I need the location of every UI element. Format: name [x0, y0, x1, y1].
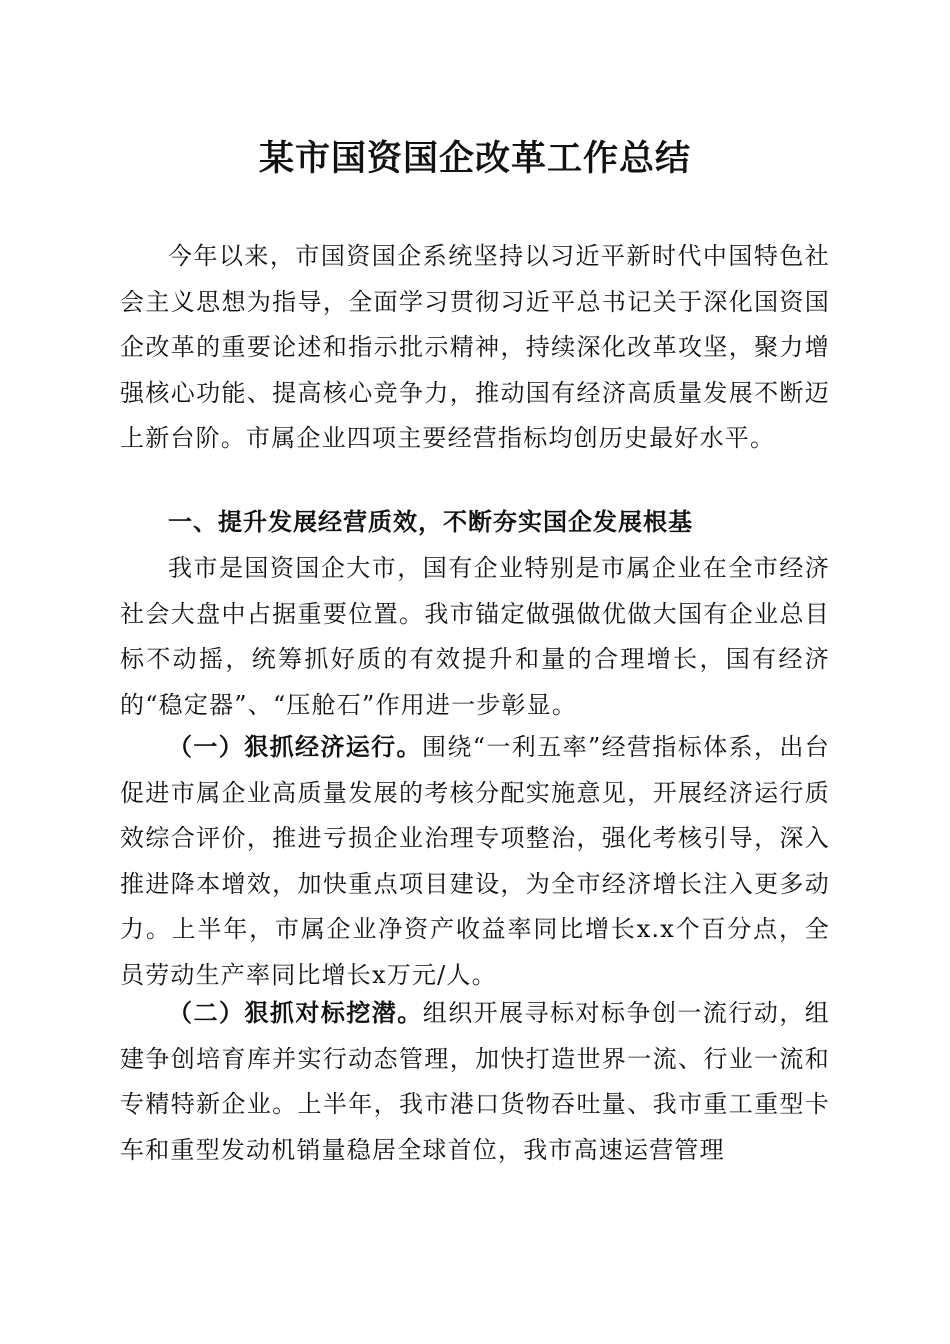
item-text-1: 围绕“一利五率”经营指标体系，出台促进市属企业高质量发展的考核分配实施意见，开展经济运行质效综合评价，推进亏损企业治理专项整治，强化考核引导，深入推进降本增效，加快重点项目建设，为全市经济增长注入更多动力。上半年，市属企业净资产收益率同比增长x.x个百分点，全员劳动生产率同比增长x万元/人。 [120, 733, 830, 989]
item-label-1: （一）狠抓经济运行。 [168, 732, 422, 761]
item-paragraph-1 [120, 724, 830, 998]
intro-paragraph: 今年以来，市国资国企系统坚持以习近平新时代中国特色社会主义思想为指导，全面学习贯彻习近平总书记关于深化国资国企改革的重要论述和指示批示精神，持续深化改革攻坚，聚力增强核心功能、提高核心竞争力，推动国有经济高质量发展不断迈上新台阶。市属企业四项主要经营指标均创历史最好水平。 [120, 242, 830, 452]
item-paragraph-2 [120, 990, 830, 1173]
item-text-2: 组织开展寻标对标争创一流行动，组建争创培育库并实行动态管理，加快打造世界一流、行业一流和专精特新企业。上半年，我市港口货物吞吐量、我市重工重型卡车和重型发动机销量稳居全球首位，我市高速运营管理 [120, 999, 830, 1164]
section-paragraph: 我市是国资国企大市，国有企业特别是市属企业在全市经济社会大盘中占据重要位置。我市锚定做强做优做大国有企业总目标不动摇，统筹抓好质的有效提升和量的合理增长，国有经济的“稳定器”、“压舱石”作用进一步彰显。 [120, 554, 830, 719]
section-heading: 一、提升发展经营质效，不断夯实国企发展根基 [168, 508, 693, 536]
document-title: 某市国资国企改革工作总结 [258, 138, 691, 179]
item-label-2: （二）狠抓对标挖潜。 [168, 998, 423, 1027]
